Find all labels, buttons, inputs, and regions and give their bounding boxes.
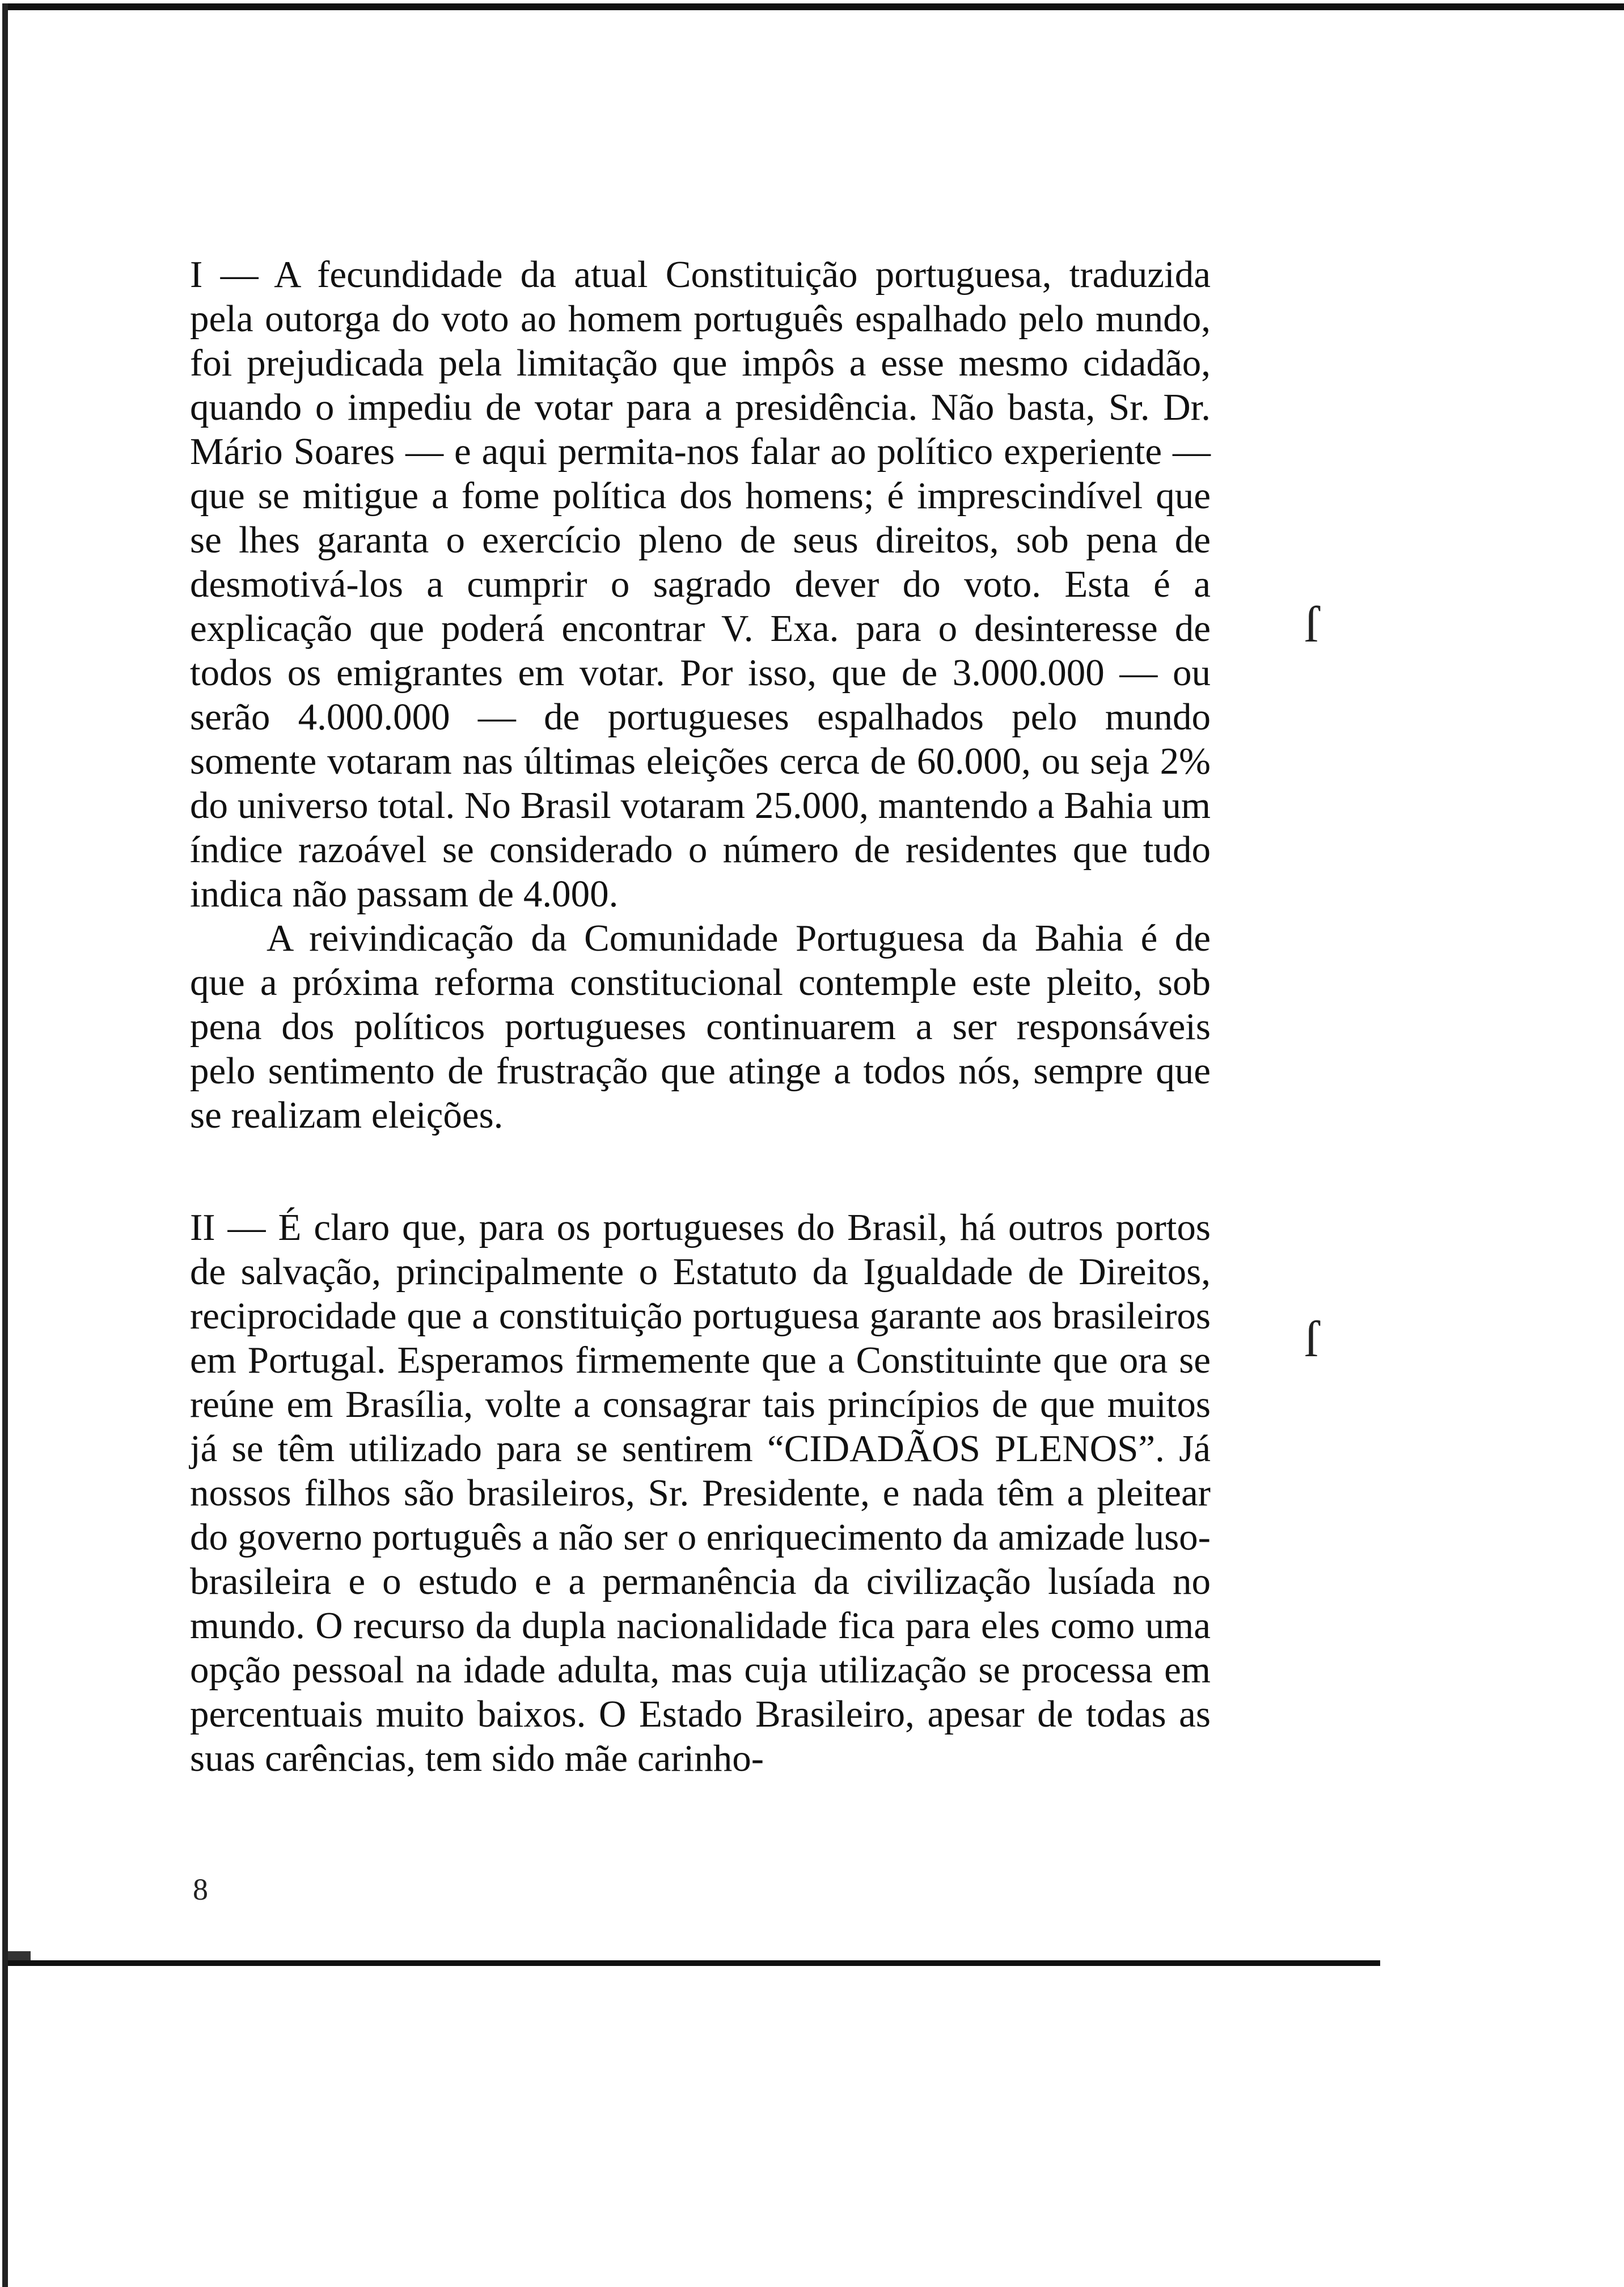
scan-edge-top [5, 3, 1624, 10]
margin-mark-1: ſ [1304, 597, 1319, 653]
body-text [190, 252, 1211, 1780]
scan-edge-bottom [8, 1960, 1380, 1966]
section-one-paragraph-2: A reivindicação da Comunidade Portuguesa da Bahia é de que a próxima reforma constitucional contemple este pleito, sob pena dos políticos portugueses continuarem a ser responsáveis pelo sentimento de frustração que atinge a todos nós, sempre que se realizam eleições. [190, 917, 1211, 1136]
margin-mark-2: ſ [1304, 1311, 1319, 1368]
scan-edge-left [2, 3, 8, 2287]
page-number: 8 [193, 1872, 208, 1906]
section-divider-space [190, 1137, 1211, 1205]
section-two-paragraph-1: II — É claro que, para os portugueses do Brasil, há outros portos de salvação, principalmente o Estatuto da Igualdade de Direitos, reciprocidade que a constituição portuguesa garante aos brasileiros em Portugal. Esperamos firmemente que a Constituinte que ora se reúne em Brasília, volte a consagrar tais princípios de que muitos já se têm utilizado para se sentirem “CIDADÃOS PLENOS”. Já nossos filhos são brasileiros, Sr. Presidente, e nada têm a pleitear do governo português a não ser o enriquecimento da amizade luso-brasileira e o estudo e a permanência da civilização lusíada no mundo. O recurso da dupla nacionalidade fica para eles como uma opção pessoal na idade adulta, mas cuja utilização se processa em percentuais muito baixos. O Estado Brasileiro, apesar de todas as suas carências, tem sido mãe carinho- [190, 1206, 1211, 1779]
section-one-paragraph-1: I — A fecundidade da atual Constituição portuguesa, traduzida pela outorga do voto ao homem português espalhado pelo mundo, foi prejudicada pela limitação que impôs a esse mesmo cidadão, quando o impediu de votar para a presidência. Não basta, Sr. Dr. Mário Soares — e aqui permita-nos falar ao político experiente — que se mitigue a fome política dos homens; é imprescindível que se lhes garanta o exercício pleno de seus direitos, sob pena de desmotivá-los a cumprir o sagrado dever do voto. Esta é a explicação que poderá encontrar V. Exa. para o desinteresse de todos os emigrantes em votar. Por isso, que de 3.000.000 — ou serão 4.000.000 — de portugueses espalhados pelo mundo somente votaram nas últimas eleições cerca de 60.000, ou seja 2% do universo total. No Brasil votaram 25.000, mantendo a Bahia um índice razoável se considerado o número de residentes que tudo indica não passam de 4.000. [190, 254, 1211, 915]
